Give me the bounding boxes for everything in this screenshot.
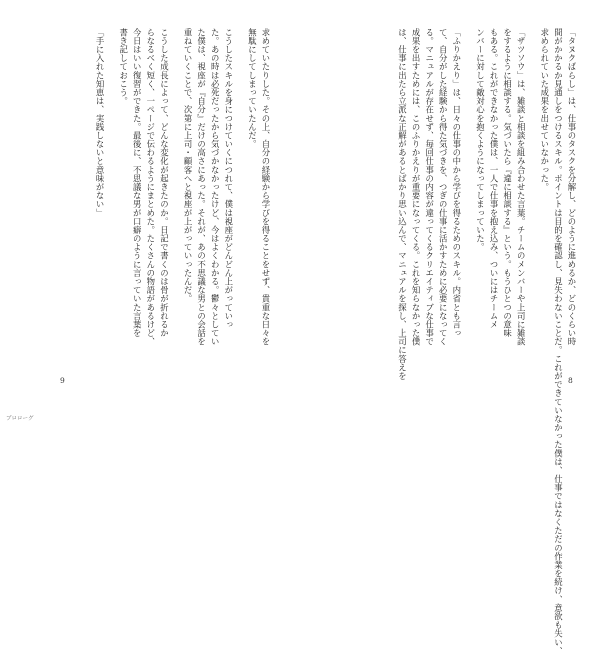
- text-line: こうしたスキルを身につけていくにつれて、僕は視座がどんどん上がっていっ: [223, 28, 234, 329]
- text-line: て、自分がした経験から得た気づきを、つぎの仕事に活かすために必要になってく: [438, 28, 449, 346]
- text-line: 書き記しておこう。: [118, 28, 129, 106]
- text-line: た僕は、視座が『自分』だけの高さにあった。それが、あの不思議な男との会話を: [196, 28, 207, 346]
- text-line: をするように相談する。気づいたら『違に相談する』という。もうひとつの意味: [502, 28, 513, 338]
- text-line: こうした成長によって、どんな変化が起きたのか。日記で書くのは骨が折れるか: [159, 28, 170, 338]
- text-line: 求められていた成果を出せていなかった。: [539, 28, 550, 192]
- page-number: 8: [568, 376, 573, 385]
- running-title: プロローグ: [6, 416, 34, 422]
- text-line: もある。これができなかった僕は、一人で仕事を抱え込み、ついにはチームメ: [489, 28, 500, 329]
- quote-line: 「手に入れた知恵は、実践しないと意味がない」: [95, 28, 106, 217]
- left-page: [0, 0, 300, 441]
- text-line: は、仕事に出たら立派な正解があるとばかり思い込んで、マニュアルを探し、上司に答えを: [397, 28, 408, 381]
- text-line: 無駄にしてしまっていたんだ。: [247, 28, 258, 149]
- text-line: 成果を出すためには、このふりかえりが重要になってくる。これを知らなかった僕: [411, 28, 422, 346]
- left-page-text: [40, 28, 272, 346]
- text-line: た。あの時は必死だったから気づかなかったけど、今はよくわかる。鬱々としてい: [210, 28, 221, 346]
- text-line: ンバーに対して敵対心を抱くようになってしまっていた。: [475, 28, 486, 252]
- right-page-text: [322, 28, 578, 655]
- text-line: 求めていたりした。その上、自分の経験から学びを得ることをせず、貴重な日々を: [261, 28, 271, 346]
- text-line: 「タヌクばらし」は、仕事のタスクを分解し、どのように進めるか、どのくらい時: [567, 28, 577, 346]
- text-line: 「ザツソウ」は、雑談と相談を組み合わせた言葉。チームのメンバーや上司に雑談: [516, 28, 527, 346]
- text-line: 間がかかるか見通しをつけるスキル。ポイントは目的を確認し、見失わないことだ。これができていなかった僕は、仕事ではなくただの作業を続け、意欲も失い、: [553, 28, 564, 655]
- text-line: 今日はいい復習ができた。最後に、不思議な男が口癖のように言っていた言葉を: [132, 28, 143, 338]
- text-line: 「ふりかえり」は、日々の仕事の中から学びを得るためのスキル。内省とも言っ: [451, 28, 462, 338]
- text-line: らなるべく短く、一ページで伝わるようにまとめた。たくさんの物語があるけど、: [145, 28, 156, 346]
- text-line: る。マニュアルが存在せず、毎回仕事の内容が違ってくるクリエイティブな仕事で: [424, 28, 435, 346]
- page-number: 9: [60, 376, 65, 385]
- right-page: [300, 0, 600, 655]
- text-line: 重ねていくことで、次第に上司・顧客へと視座が上がっていったんだ。: [183, 28, 194, 303]
